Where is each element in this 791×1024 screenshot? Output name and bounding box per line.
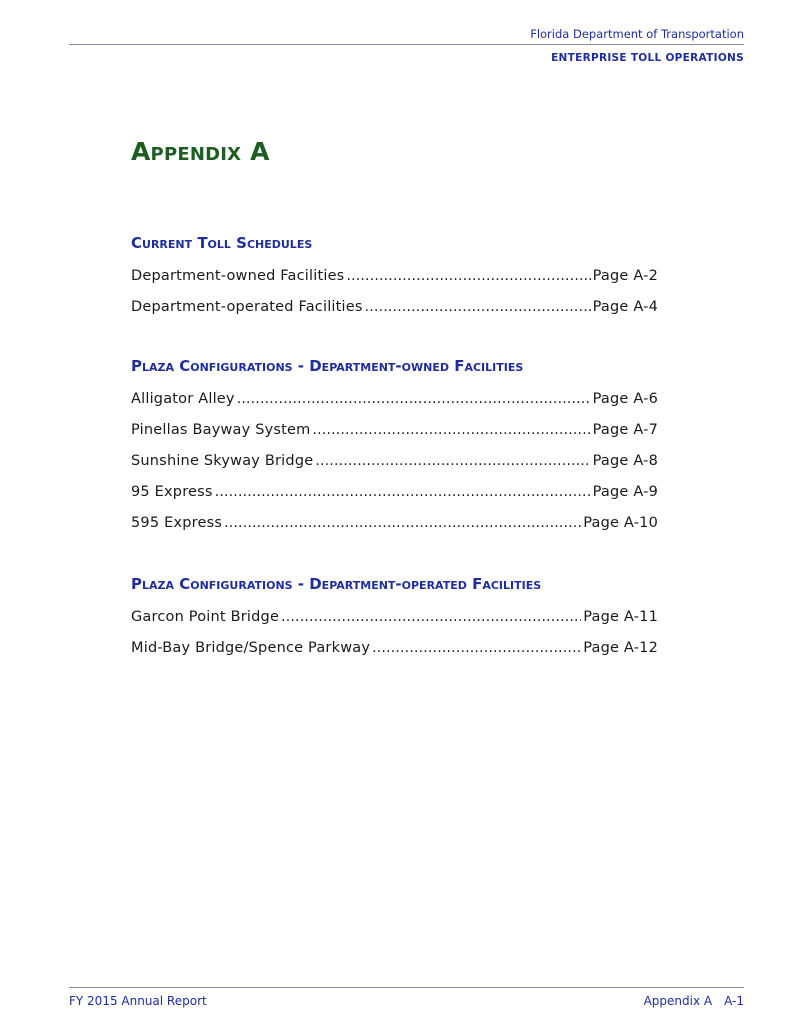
toc-entry-page: Page A-10 (583, 515, 658, 531)
dot-leader (313, 415, 591, 446)
toc-entry-name: Pinellas Bayway System (131, 422, 311, 438)
dot-leader (365, 292, 591, 323)
header-rule (69, 44, 744, 45)
toc-entry-page: Page A-9 (592, 484, 658, 500)
dot-leader (372, 633, 581, 664)
page-title: Appendix A (131, 137, 270, 166)
header-division: ENTERPRISE TOLL OPERATIONS (551, 52, 744, 64)
toc-entry-page: Page A-7 (592, 422, 658, 438)
toc-entry-page: Page A-8 (592, 453, 658, 469)
toc-entry-name: 595 Express (131, 515, 223, 531)
toc-entry-page: Page A-6 (592, 391, 658, 407)
toc-section-plaza-department-operated (131, 575, 658, 664)
toc-entry (131, 602, 658, 633)
toc-entry (131, 508, 658, 539)
toc-entry-name: Department-owned Facilities (131, 268, 345, 284)
section-heading: Current Toll Schedules (131, 234, 313, 252)
footer-rule (69, 987, 744, 988)
toc-entry-name: Sunshine Skyway Bridge (131, 453, 314, 469)
footer-section-label: Appendix A (643, 994, 713, 1008)
footer-page-number: A-1 (724, 994, 744, 1008)
toc-entry-page: Page A-4 (592, 299, 658, 315)
toc-entry (131, 446, 658, 477)
dot-leader (224, 508, 581, 539)
toc-section-current-toll-schedules (131, 234, 658, 323)
section-heading: Plaza Configurations - Department-owned Facilities (131, 357, 524, 375)
toc-entry-name: Alligator Alley (131, 391, 235, 407)
toc-entry-page: Page A-11 (583, 609, 658, 625)
toc-entry (131, 261, 658, 292)
footer-page-info (644, 994, 744, 1008)
dot-leader (281, 602, 581, 633)
toc-entry (131, 384, 658, 415)
toc-entry-list (131, 602, 658, 664)
dot-leader (346, 261, 590, 292)
toc-entry-name: 95 Express (131, 484, 213, 500)
toc-entry-name: Mid-Bay Bridge/Spence Parkway (131, 640, 371, 656)
section-heading: Plaza Configurations - Department-operated Facilities (131, 575, 542, 593)
toc-entry-page: Page A-2 (592, 268, 658, 284)
dot-leader (237, 384, 591, 415)
toc-section-plaza-department-owned (131, 357, 658, 539)
dot-leader (315, 446, 590, 477)
header-organization: Florida Department of Transportation (530, 27, 744, 41)
footer-report-title: FY 2015 Annual Report (69, 994, 207, 1008)
dot-leader (215, 477, 591, 508)
toc-entry-name: Garcon Point Bridge (131, 609, 280, 625)
toc-entry (131, 477, 658, 508)
toc-entry-page: Page A-12 (583, 640, 658, 656)
toc-entry (131, 292, 658, 323)
toc-entry (131, 633, 658, 664)
toc-entry-list (131, 384, 658, 539)
toc-entry-list (131, 261, 658, 323)
toc-entry-name: Department-operated Facilities (131, 299, 363, 315)
toc-entry (131, 415, 658, 446)
